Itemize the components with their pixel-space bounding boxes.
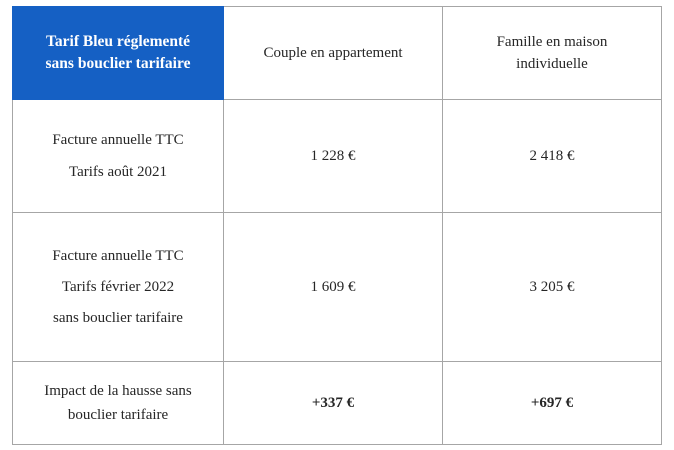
row-3-label-line-2: bouclier tarifaire xyxy=(67,407,169,423)
header-column-famille-line-1: Famille en maison xyxy=(496,33,608,50)
header-column-couple xyxy=(224,7,443,100)
row-3-label-line-1: Impact de la hausse sans xyxy=(44,382,192,399)
row-2-label-line-3: sans bouclier tarifaire xyxy=(53,310,183,327)
row-1-label-line-2: Tarifs août 2021 xyxy=(68,163,168,180)
table-header-row xyxy=(13,7,662,100)
row-1-value-couple: 1 228 € xyxy=(224,100,443,213)
header-title-line-2: sans bouclier tarifaire xyxy=(45,55,191,72)
table-row xyxy=(13,100,662,213)
tariff-table-container xyxy=(12,6,658,445)
header-column-famille-line-2: individuelle xyxy=(516,56,588,72)
header-column-famille xyxy=(443,7,662,100)
header-title-line-1: Tarif Bleu réglementé xyxy=(45,32,191,50)
row-2-label-line-1: Facture annuelle TTC xyxy=(52,247,184,264)
table-row xyxy=(13,362,662,445)
row-3-value-famille: +697 € xyxy=(443,362,662,445)
row-2-value-couple: 1 609 € xyxy=(224,213,443,362)
row-2-label-line-2: Tarifs février 2022 xyxy=(61,278,175,295)
row-1-label xyxy=(13,100,224,213)
row-3-value-couple: +337 € xyxy=(224,362,443,445)
row-1-label-line-1: Facture annuelle TTC xyxy=(52,132,184,149)
table-row xyxy=(13,213,662,362)
row-1-value-famille: 2 418 € xyxy=(443,100,662,213)
header-title-cell xyxy=(13,7,224,100)
row-3-label xyxy=(13,362,224,445)
tariff-table xyxy=(12,6,662,445)
row-2-label xyxy=(13,213,224,362)
row-2-value-famille: 3 205 € xyxy=(443,213,662,362)
header-column-couple-line-1: Couple en appartement xyxy=(263,44,403,61)
